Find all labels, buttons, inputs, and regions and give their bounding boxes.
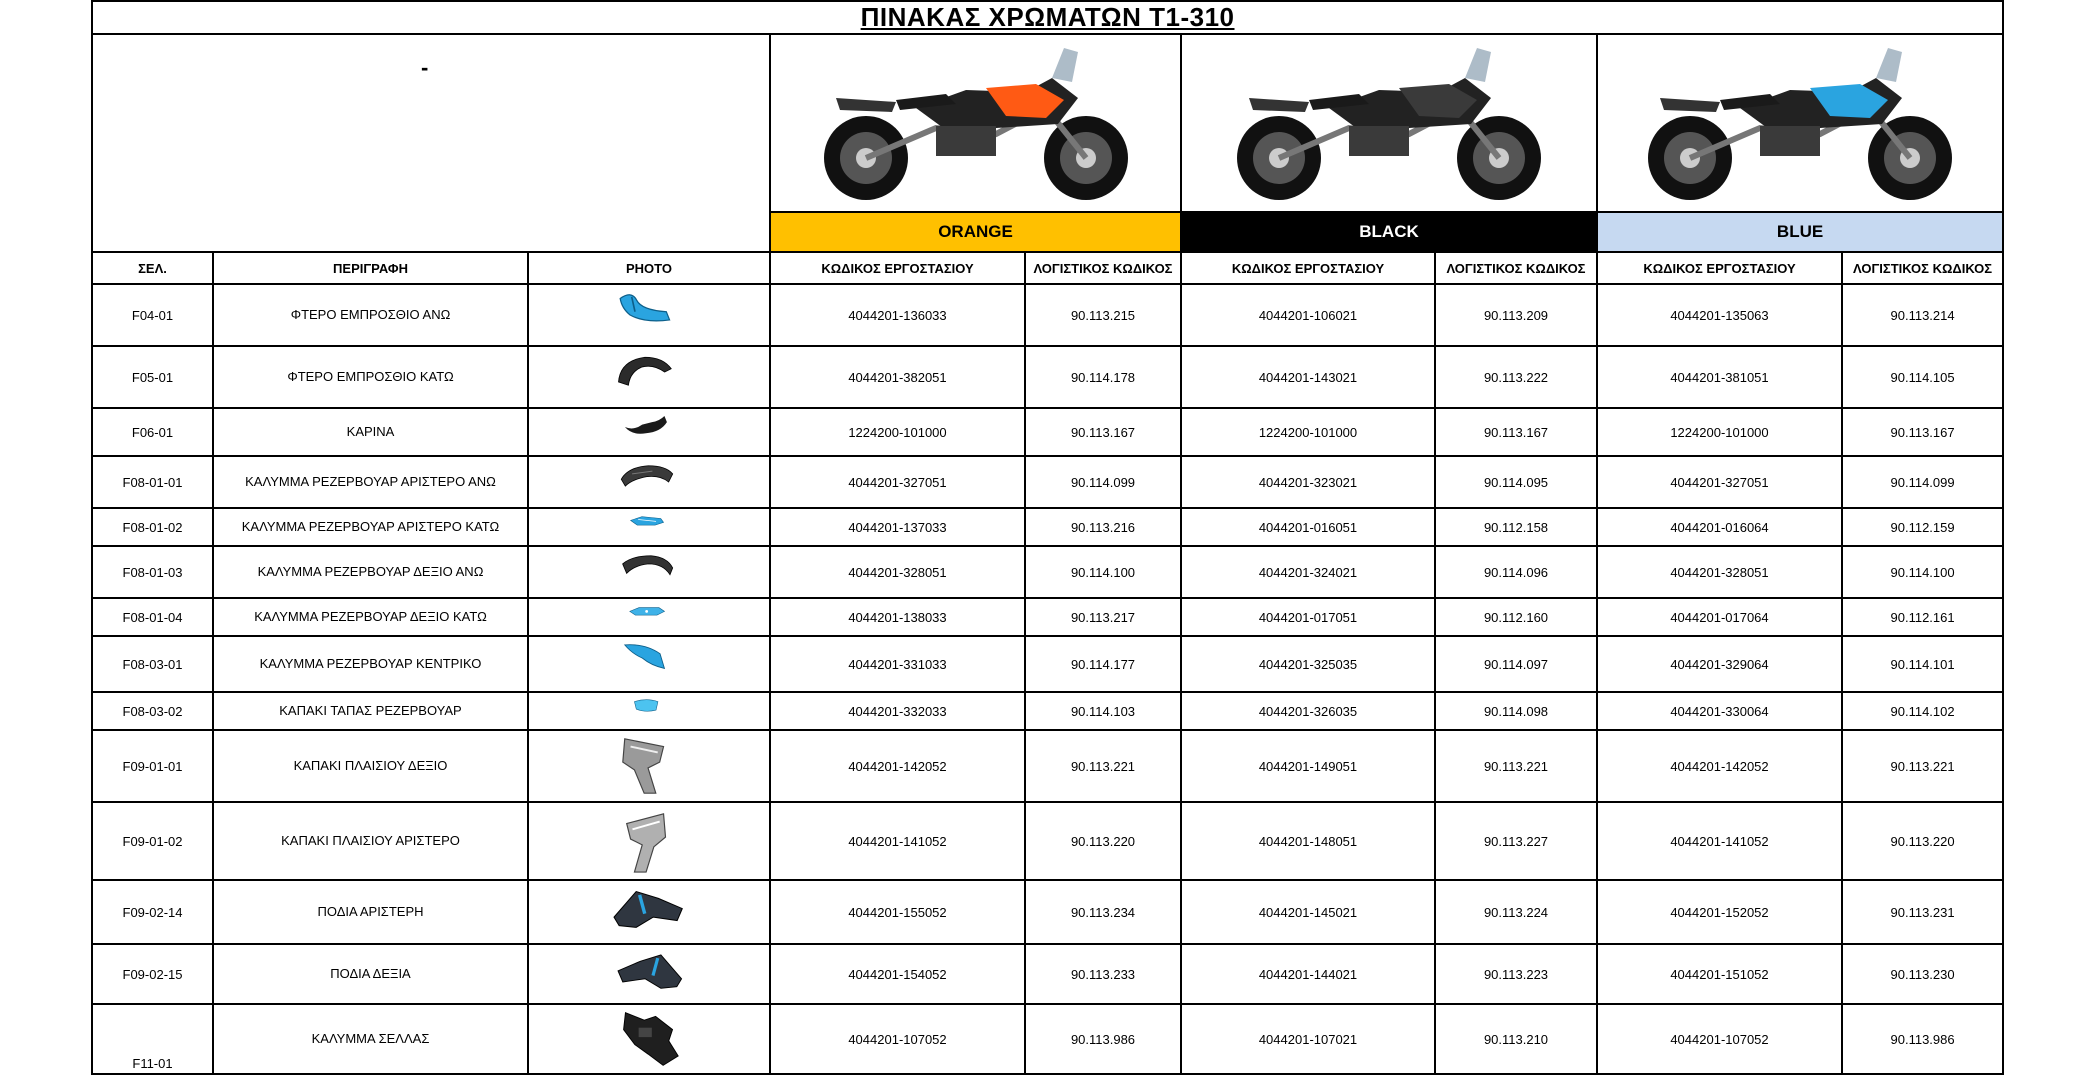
logistic-code-blue: 90.114.100 <box>1842 546 2003 598</box>
logistic-code-black: 90.112.160 <box>1435 598 1597 636</box>
logistic-code-black: 90.113.223 <box>1435 944 1597 1004</box>
part-photo <box>528 284 770 346</box>
part-sel-code: F09-02-15 <box>92 944 213 1004</box>
part-photo <box>528 880 770 944</box>
logistic-code-blue: 90.113.220 <box>1842 802 2003 880</box>
factory-code-orange: 4044201-107052 <box>770 1004 1025 1074</box>
part-description: ΦΤΕΡΟ ΕΜΠΡΟΣΘΙΟ ΚΑΤΩ <box>213 346 528 408</box>
logistic-code-black: 90.114.098 <box>1435 692 1597 730</box>
part-photo <box>528 546 770 598</box>
logistic-code-orange: 90.113.167 <box>1025 408 1181 456</box>
table-row <box>92 730 2003 802</box>
part-photo <box>528 346 770 408</box>
logistic-code-blue: 90.112.159 <box>1842 508 2003 546</box>
factory-code-blue: 4044201-327051 <box>1597 456 1842 508</box>
part-sel-code: F11-01 <box>92 1004 213 1074</box>
logistic-code-orange: 90.114.100 <box>1025 546 1181 598</box>
logistic-code-black: 90.113.209 <box>1435 284 1597 346</box>
part-sel-code: F04-01 <box>92 284 213 346</box>
part-sel-code: F06-01 <box>92 408 213 456</box>
factory-code-blue: 4044201-135063 <box>1597 284 1842 346</box>
color-label-orange: ORANGE <box>770 212 1181 252</box>
parts-table-body <box>92 284 2003 1074</box>
factory-code-blue: 4044201-141052 <box>1597 802 1842 880</box>
part-description: ΠΟΔΙΑ ΑΡΙΣΤΕΡΗ <box>213 880 528 944</box>
logistic-code-black: 90.114.097 <box>1435 636 1597 692</box>
part-sel-code: F09-01-01 <box>92 730 213 802</box>
part-description: ΚΑΛΥΜΜΑ ΡΕΖΕΡΒΟΥΑΡ ΔΕΞΙΟ ΚΑΤΩ <box>213 598 528 636</box>
factory-code-black: 4044201-106021 <box>1181 284 1435 346</box>
part-photo <box>528 730 770 802</box>
col-header-photo: PHOTO <box>528 252 770 284</box>
factory-code-black: 4044201-324021 <box>1181 546 1435 598</box>
part-description: ΚΑΡΙΝΑ <box>213 408 528 456</box>
table-row <box>92 802 2003 880</box>
col-header-logistic-code-black: ΛΟΓΙΣΤΙΚΟΣ ΚΩΔΙΚΟΣ <box>1435 252 1597 284</box>
factory-code-black: 4044201-323021 <box>1181 456 1435 508</box>
part-description: ΚΑΠΑΚΙ ΠΛΑΙΣΙΟΥ ΔΕΞΙΟ <box>213 730 528 802</box>
frame-cover-right-icon <box>604 733 693 799</box>
logistic-code-orange: 90.113.216 <box>1025 508 1181 546</box>
logistic-code-blue: 90.113.230 <box>1842 944 2003 1004</box>
part-photo <box>528 692 770 730</box>
logistic-code-black: 90.112.158 <box>1435 508 1597 546</box>
logistic-code-blue: 90.114.101 <box>1842 636 2003 692</box>
factory-code-blue: 4044201-328051 <box>1597 546 1842 598</box>
logistic-code-blue: 90.113.167 <box>1842 408 2003 456</box>
logistic-code-black: 90.113.227 <box>1435 802 1597 880</box>
logistic-code-blue: 90.113.214 <box>1842 284 2003 346</box>
logistic-code-black: 90.114.096 <box>1435 546 1597 598</box>
part-sel-code: F08-01-01 <box>92 456 213 508</box>
factory-code-black: 1224200-101000 <box>1181 408 1435 456</box>
logistic-code-blue: 90.113.231 <box>1842 880 2003 944</box>
header-blank-area <box>92 34 770 252</box>
part-description: ΚΑΛΥΜΜΑ ΡΕΖΕΡΒΟΥΑΡ ΑΡΙΣΤΕΡΟ ΚΑΤΩ <box>213 508 528 546</box>
front-fender-lower-icon <box>611 349 687 405</box>
motorcycle-black-icon <box>1209 38 1569 208</box>
col-header-desc: ΠΕΡΙΓΡΑΦΗ <box>213 252 528 284</box>
logistic-code-orange: 90.114.178 <box>1025 346 1181 408</box>
part-photo <box>528 636 770 692</box>
tank-cover-left-lower-icon <box>627 511 670 543</box>
factory-code-black: 4044201-326035 <box>1181 692 1435 730</box>
table-row <box>92 880 2003 944</box>
color-chart-table <box>91 0 2004 1075</box>
part-sel-code: F08-01-02 <box>92 508 213 546</box>
part-sel-code: F08-03-02 <box>92 692 213 730</box>
logistic-code-orange: 90.113.234 <box>1025 880 1181 944</box>
col-header-logistic-code-orange: ΛΟΓΙΣΤΙΚΟΣ ΚΩΔΙΚΟΣ <box>1025 252 1181 284</box>
factory-code-blue: 4044201-016064 <box>1597 508 1842 546</box>
column-header-row <box>92 252 2003 284</box>
part-description: ΦΤΕΡΟ ΕΜΠΡΟΣΘΙΟ ΑΝΩ <box>213 284 528 346</box>
part-description: ΚΑΠΑΚΙ ΤΑΠΑΣ ΡΕΖΕΡΒΟΥΑΡ <box>213 692 528 730</box>
part-photo <box>528 802 770 880</box>
factory-code-orange: 4044201-137033 <box>770 508 1025 546</box>
factory-code-blue: 4044201-152052 <box>1597 880 1842 944</box>
part-sel-code: F08-01-04 <box>92 598 213 636</box>
table-row <box>92 284 2003 346</box>
table-row <box>92 546 2003 598</box>
factory-code-blue: 4044201-142052 <box>1597 730 1842 802</box>
side-fairing-right-icon <box>613 947 686 1001</box>
logistic-code-blue: 90.113.986 <box>1842 1004 2003 1074</box>
factory-code-black: 4044201-149051 <box>1181 730 1435 802</box>
factory-code-black: 4044201-325035 <box>1181 636 1435 692</box>
color-chart-sheet <box>91 0 2002 1075</box>
factory-code-orange: 4044201-331033 <box>770 636 1025 692</box>
logistic-code-orange: 90.113.215 <box>1025 284 1181 346</box>
factory-code-blue: 4044201-151052 <box>1597 944 1842 1004</box>
table-row <box>92 1004 2003 1074</box>
part-photo <box>528 944 770 1004</box>
table-row <box>92 692 2003 730</box>
tank-cover-center-icon <box>615 639 683 689</box>
logistic-code-black: 90.113.167 <box>1435 408 1597 456</box>
part-description: ΠΟΔΙΑ ΔΕΞΙΑ <box>213 944 528 1004</box>
factory-code-blue: 4044201-330064 <box>1597 692 1842 730</box>
factory-code-orange: 4044201-155052 <box>770 880 1025 944</box>
factory-code-orange: 4044201-141052 <box>770 802 1025 880</box>
bike-image-black <box>1181 34 1597 212</box>
table-row <box>92 408 2003 456</box>
factory-code-orange: 4044201-138033 <box>770 598 1025 636</box>
part-description: ΚΑΠΑΚΙ ΠΛΑΙΣΙΟΥ ΑΡΙΣΤΕΡΟ <box>213 802 528 880</box>
logistic-code-black: 90.113.221 <box>1435 730 1597 802</box>
motorcycle-orange-icon <box>796 38 1156 208</box>
table-row <box>92 636 2003 692</box>
top-note: - <box>421 55 429 80</box>
factory-code-blue: 4044201-381051 <box>1597 346 1842 408</box>
frame-cover-left-icon <box>604 808 693 874</box>
table-row <box>92 598 2003 636</box>
part-description: ΚΑΛΥΜΜΑ ΣΕΛΛΑΣ <box>213 1004 528 1074</box>
fuel-cap-cover-icon <box>627 695 670 727</box>
factory-code-orange: 1224200-101000 <box>770 408 1025 456</box>
factory-code-orange: 4044201-382051 <box>770 346 1025 408</box>
table-row <box>92 456 2003 508</box>
factory-code-orange: 4044201-142052 <box>770 730 1025 802</box>
part-photo <box>528 508 770 546</box>
page-title: ΠΙΝΑΚΑΣ ΧΡΩΜΑΤΩΝ T1-310 <box>92 1 2003 34</box>
logistic-code-orange: 90.113.233 <box>1025 944 1181 1004</box>
part-description: ΚΑΛΥΜΜΑ ΡΕΖΕΡΒΟΥΑΡ ΔΕΞΙΟ ΑΝΩ <box>213 546 528 598</box>
part-sel-code: F08-01-03 <box>92 546 213 598</box>
tank-cover-right-upper-icon <box>618 549 680 595</box>
factory-code-orange: 4044201-327051 <box>770 456 1025 508</box>
col-header-logistic-code-blue: ΛΟΓΙΣΤΙΚΟΣ ΚΩΔΙΚΟΣ <box>1842 252 2003 284</box>
logistic-code-blue: 90.113.221 <box>1842 730 2003 802</box>
factory-code-orange: 4044201-328051 <box>770 546 1025 598</box>
logistic-code-orange: 90.113.986 <box>1025 1004 1181 1074</box>
factory-code-black: 4044201-017051 <box>1181 598 1435 636</box>
logistic-code-orange: 90.113.221 <box>1025 730 1181 802</box>
factory-code-black: 4044201-145021 <box>1181 880 1435 944</box>
logistic-code-black: 90.113.210 <box>1435 1004 1597 1074</box>
logistic-code-blue: 90.112.161 <box>1842 598 2003 636</box>
color-label-black: BLACK <box>1181 212 1597 252</box>
part-photo <box>528 408 770 456</box>
part-photo <box>528 1004 770 1074</box>
factory-code-black: 4044201-144021 <box>1181 944 1435 1004</box>
part-description: ΚΑΛΥΜΜΑ ΡΕΖΕΡΒΟΥΑΡ ΑΡΙΣΤΕΡΟ ΑΝΩ <box>213 456 528 508</box>
part-photo <box>528 598 770 636</box>
factory-code-orange: 4044201-136033 <box>770 284 1025 346</box>
factory-code-black: 4044201-107021 <box>1181 1004 1435 1074</box>
factory-code-blue: 1224200-101000 <box>1597 408 1842 456</box>
table-row <box>92 944 2003 1004</box>
factory-code-blue: 4044201-017064 <box>1597 598 1842 636</box>
logistic-code-blue: 90.114.102 <box>1842 692 2003 730</box>
part-description: ΚΑΛΥΜΜΑ ΡΕΖΕΡΒΟΥΑΡ ΚΕΝΤΡΙΚΟ <box>213 636 528 692</box>
tank-cover-right-lower-icon <box>627 601 670 633</box>
bike-image-orange <box>770 34 1181 212</box>
front-fender-upper-icon <box>611 287 687 343</box>
col-header-sel: ΣΕΛ. <box>92 252 213 284</box>
factory-code-black: 4044201-016051 <box>1181 508 1435 546</box>
col-header-factory-code-black: ΚΩΔΙΚΟΣ ΕΡΓΟΣΤΑΣΙΟΥ <box>1181 252 1435 284</box>
col-header-factory-code-orange: ΚΩΔΙΚΟΣ ΕΡΓΟΣΤΑΣΙΟΥ <box>770 252 1025 284</box>
seat-cover-icon <box>606 1007 692 1071</box>
logistic-code-orange: 90.113.217 <box>1025 598 1181 636</box>
part-sel-code: F09-01-02 <box>92 802 213 880</box>
belly-pan-icon <box>621 411 678 453</box>
col-header-factory-code-blue: ΚΩΔΙΚΟΣ ΕΡΓΟΣΤΑΣΙΟΥ <box>1597 252 1842 284</box>
table-row <box>92 346 2003 408</box>
logistic-code-black: 90.113.224 <box>1435 880 1597 944</box>
part-photo <box>528 456 770 508</box>
color-label-blue: BLUE <box>1597 212 2003 252</box>
factory-code-blue: 4044201-107052 <box>1597 1004 1842 1074</box>
factory-code-orange: 4044201-154052 <box>770 944 1025 1004</box>
logistic-code-orange: 90.114.099 <box>1025 456 1181 508</box>
factory-code-orange: 4044201-332033 <box>770 692 1025 730</box>
logistic-code-orange: 90.114.103 <box>1025 692 1181 730</box>
logistic-code-orange: 90.113.220 <box>1025 802 1181 880</box>
tank-cover-left-upper-icon <box>618 459 680 505</box>
factory-code-blue: 4044201-329064 <box>1597 636 1842 692</box>
factory-code-black: 4044201-148051 <box>1181 802 1435 880</box>
logistic-code-blue: 90.114.099 <box>1842 456 2003 508</box>
logistic-code-black: 90.114.095 <box>1435 456 1597 508</box>
factory-code-black: 4044201-143021 <box>1181 346 1435 408</box>
logistic-code-orange: 90.114.177 <box>1025 636 1181 692</box>
part-sel-code: F08-03-01 <box>92 636 213 692</box>
logistic-code-black: 90.113.222 <box>1435 346 1597 408</box>
logistic-code-blue: 90.114.105 <box>1842 346 2003 408</box>
motorcycle-blue-icon <box>1620 38 1980 208</box>
part-sel-code: F09-02-14 <box>92 880 213 944</box>
part-sel-code: F05-01 <box>92 346 213 408</box>
side-fairing-left-icon <box>610 883 688 941</box>
table-row <box>92 508 2003 546</box>
bike-image-blue <box>1597 34 2003 212</box>
